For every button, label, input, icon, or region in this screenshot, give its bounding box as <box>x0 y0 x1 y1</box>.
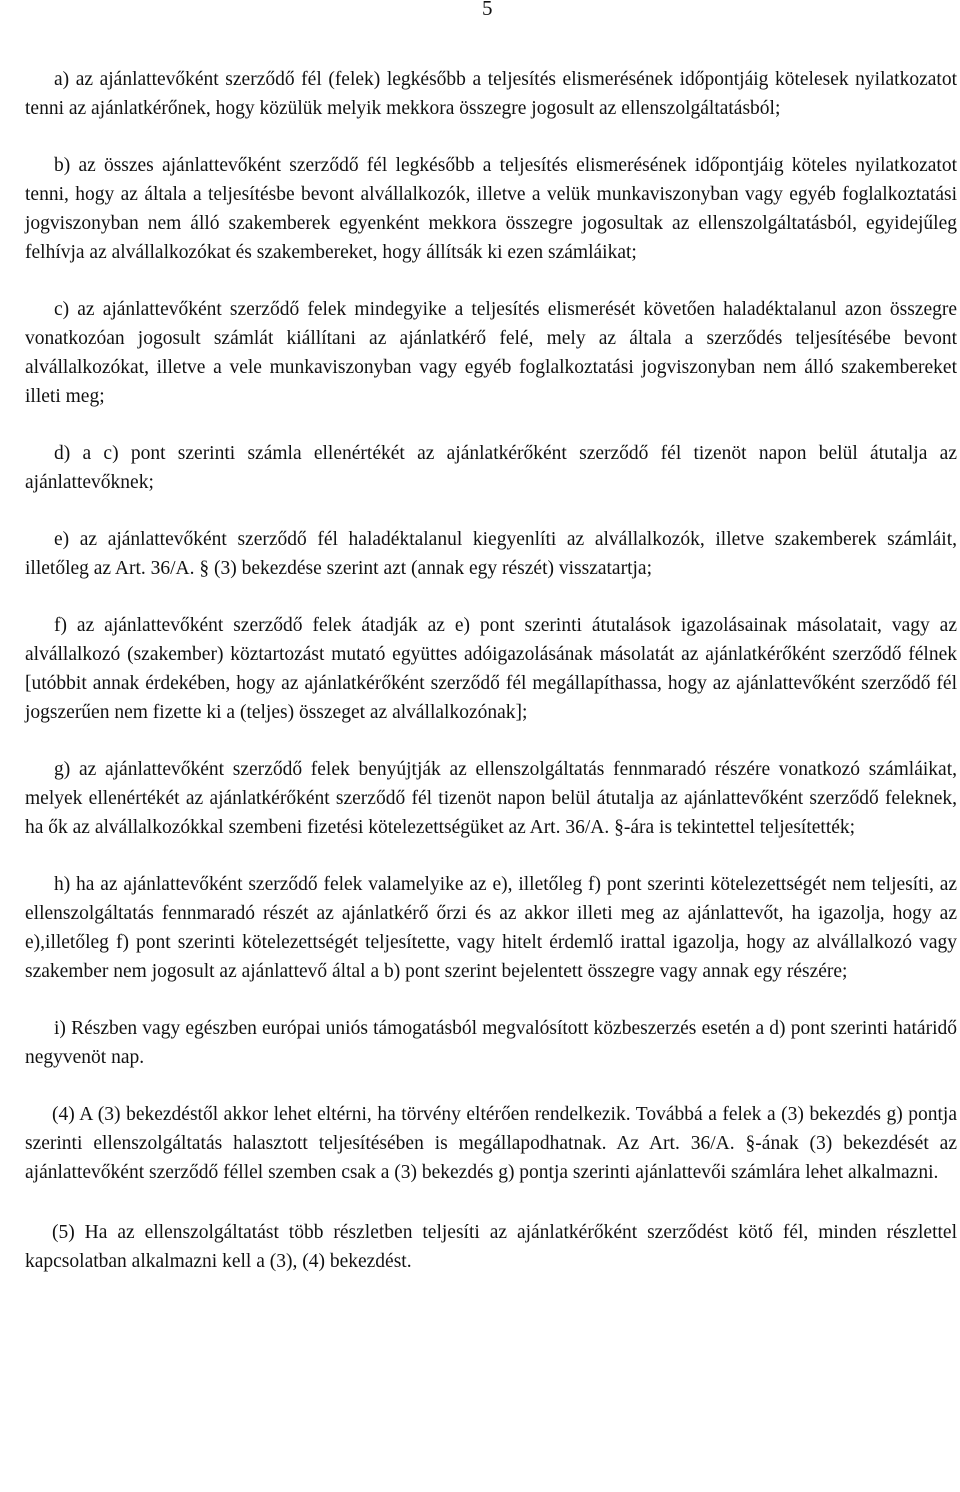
paragraph-4: (4) A (3) bekezdéstől akkor lehet eltérni, ha törvény eltérően rendelkezik. Továbbá a felek a (3) bekezdés g) pontja szerinti ellenszolgáltatás halasztott teljesítésében is megállapodhatnak. Az Art. 36/A. §-ának (3) bekezdését az ajánlattevőként szerződő féllel szemben csak a (3) bekezdés g) pontja szerinti ajánlattevői számlára lehet alkalmazni. <box>25 1104 957 1183</box>
paragraph-g: g) az ajánlattevőként szerződő felek benyújtják az ellenszolgáltatás fennmaradó részére vonatkozó számláikat, melyek ellenértékét az ajánlatkérőként szerződő fél tizenöt napon belül átutalja az ajánlattevőként szerződő feleknek, ha ők az alvállalkozókkal szembeni fizetési kötelezettségüket az Art. 36/A. §-ára is tekintettel teljesítették; <box>25 759 957 838</box>
paragraph-5: (5) Ha az ellenszolgáltatást több részletben teljesíti az ajánlatkérőként szerződést kötő fél, minden részlettel kapcsolatban alkalmazni kell a (3), (4) bekezdést. <box>25 1222 957 1272</box>
paragraph-d: d) a c) pont szerinti számla ellenértékét az ajánlatkérőként szerződő fél tizenöt napon belül átutalja az ajánlattevőknek; <box>25 443 957 493</box>
paragraph-i: i) Részben vagy egészben európai uniós támogatásból megvalósított közbeszerzés esetén a d) pont szerinti határidő negyvenöt nap. <box>25 1018 957 1068</box>
paragraph-b: b) az összes ajánlattevőként szerződő fél legkésőbb a teljesítés elismerésének időpontjáig köteles nyilatkozatot tenni, hogy az általa a teljesítésbe bevont alvállalkozók, illetve a velük munkaviszonyban vagy egyéb foglalkoztatási jogviszonyban nem álló szakemberek egyenként mekkora összegre jogosultak az ellenszolgáltatásból, egyidejűleg felhívja az alvállalkozókat és szakembereket, hogy állítsák ki ezen számláikat; <box>25 155 957 263</box>
paragraph-a: a) az ajánlattevőként szerződő fél (felek) legkésőbb a teljesítés elismerésének időpontjáig kötelesek nyilatkozatot tenni az ajánlatkérőnek, hogy közülük melyik mekkora összegre jogosult az ellenszolgáltatásból; <box>25 69 957 119</box>
paragraph-f: f) az ajánlattevőként szerződő felek átadják az e) pont szerinti átutalások igazolásainak másolatait, vagy az alvállalkozó (szakember) köztartozást mutató együttes adóigazolásának másolatát az ajánlatkérőként szerződő félnek [utóbbit annak érdekében, hogy az ajánlatkérőként szerződő fél megállapíthassa, hogy az ajánlattevőként szerződő fél jogszerűen nem fizette ki a (teljes) összeget az alvállalkozónak]; <box>25 615 957 723</box>
document-body <box>25 65 957 1276</box>
page-number: 5 <box>482 0 493 20</box>
paragraph-e: e) az ajánlattevőként szerződő fél haladéktalanul kiegyenlíti az alvállalkozók, illetve szakemberek számláit, illetőleg az Art. 36/A. § (3) bekezdése szerint azt (annak egy részét) visszatartja; <box>25 529 957 579</box>
paragraph-c: c) az ajánlattevőként szerződő felek mindegyike a teljesítés elismerését követően haladéktalanul azon összegre vonatkozóan jogosult számlát kiállítani az ajánlatkérő felé, mely az általa a szerződés teljesítésébe bevont alvállalkozókat, illetve a vele munkaviszonyban vagy egyéb foglalkoztatási jogviszonyban nem álló szakembereket illeti meg; <box>25 299 957 407</box>
paragraph-h: h) ha az ajánlattevőként szerződő felek valamelyike az e), illetőleg f) pont szerinti kötelezettségét nem teljesíti, az ellenszolgáltatás fennmaradó részét az ajánlatkérő őrzi és az akkor illeti meg az ajánlattevőt, ha igazolja, hogy az e),illetőleg f) pont szerinti kötelezettségét teljesítette, vagy hitelt érdemlő irattal igazolja, hogy az alvállalkozó vagy szakember nem jogosult az ajánlattevő által a b) pont szerint bejelentett összegre vagy annak egy részére; <box>25 874 957 982</box>
